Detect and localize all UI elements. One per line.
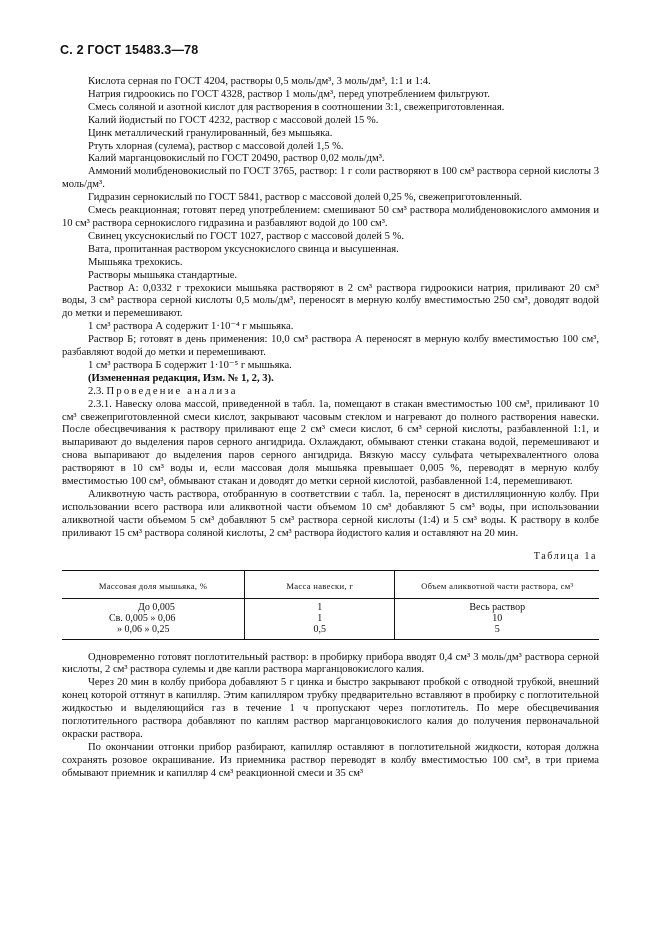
table-caption: Таблица 1а (533, 550, 597, 562)
paragraph: 1 см³ раствора А содержит 1·10⁻⁴ г мышьяка. (88, 321, 294, 333)
paragraph: Раствор Б; готовят в день применения: 10,0 см³ раствора А переносят в мерную колбу вместимостью 100 см³, разбавляют водой до метки и перемешивают. (62, 334, 599, 359)
paragraph: По окончании отгонки прибор разбирают, капилляр оставляют в поглотительной жидкости, которая должна сохранять розовое окрашивание. Из приемника раствор переводят в колбу вместимостью 100 см³, в три приема обмывают приемник и капилляр 4 см³ реакционной смеси и 35 см³ (62, 741, 599, 779)
table-cell: Св. 0,005 » 0,06 (109, 612, 176, 624)
table-header-cell: Объем аликвотной части раствора, см³ (395, 570, 599, 598)
paragraph: Цинк металлический гранулированный, без мышьяка. (88, 127, 333, 139)
paragraph: Аммоний молибденовокислый по ГОСТ 3765, раствор: 1 г соли растворяют в 100 см³ раствора серной кислоты 3 моль/дм³. (62, 166, 599, 191)
table-cell: 1 (245, 598, 395, 613)
sample-table (62, 570, 599, 640)
spacer (62, 640, 599, 652)
table-header-cell: Масса навески, г (245, 570, 395, 598)
section-number: 2.3. (88, 385, 104, 397)
table-cell: 0,5 (245, 624, 395, 640)
paragraph: 2.3.1. Навеску олова массой, приведенной в табл. 1а, помещают в стакан вместимостью 100 см³, приливают 10 см³ свежеприготовленной смеси кислот, закрывают часовым стеклом и нагревают до полного растворения навески. После обесцвечивания к раствору приливают еще 2 см³ смеси кислот, 6 см³ серной кислоты, разбавленной 1:1, и выпаривают до выделения паров серного ангидрида. Охлаждают, обмывают стенки стакана водой, перемешивают и снова выпаривают до выделения паров серного ангидрида. Вязкую массу сульфата четырехвалентного олова растворяют в 10 см³ воды и, если массовая доля мышьяка превышает 0,005 %, переводят в мерную колбу вместимостью 100 см³, обмывают стакан и доводят до метки серной кислотой, разбавленной 1:4, перемешивают. (62, 398, 599, 488)
body-text (62, 76, 599, 781)
paragraph: Гидразин сернокислый по ГОСТ 5841, раствор с массовой долей 0,25 %, свежеприготовленный. (88, 192, 523, 204)
paragraph: Через 20 мин в колбу прибора добавляют 5 г цинка и быстро закрывают пробкой с отводной трубкой, внешний конец которой оттянут в капилляр. Этим капилляром трубку предварительно вставляют в пробирку с поглотительной жидкостью и выделяющийся газ в течение 1 ч пропускают через поглотитель. По мере обесцвечивания поглотительного раствора добавляют по каплям раствор марганцовокислого калия до получения первоначальной окраски раствора. (62, 677, 599, 740)
paragraph: Натрия гидроокись по ГОСТ 4328, раствор 1 моль/дм³, перед употреблением фильтруют. (88, 88, 490, 100)
paragraph: Одновременно готовят поглотительный раствор: в пробирку прибора вводят 0,4 см³ 3 моль/дм³ раствора серной кислоты, 2 см³ раствора сулемы и две капли раствора марганцовокислого калия. (62, 651, 599, 676)
table-cell: 5 (395, 624, 599, 640)
table-cell: 10 (395, 613, 599, 624)
paragraph: Смесь соляной и азотной кислот для растворения в соотношении 3:1, свежеприготовленная. (88, 101, 505, 113)
table-cell: 1 (245, 613, 395, 624)
paragraph: Калий йодистый по ГОСТ 4232, раствор с массовой долей 15 %. (88, 114, 379, 126)
paragraph: Смесь реакционная; готовят перед употреблением: смешивают 50 см³ раствора молибденовокислого аммония и 10 см³ раствора сернокислого гидразина и разбавляют водой до 100 см³. (62, 205, 599, 229)
table-row (62, 624, 599, 640)
paragraph: Мышьяка трехокись. (88, 256, 183, 268)
paragraph: Свинец уксуснокислый по ГОСТ 1027, раствор с массовой долей 5 %. (88, 230, 405, 242)
table-header-cell: Массовая доля мышьяка, % (62, 570, 245, 598)
page-header: С. 2 ГОСТ 15483.3—78 (60, 43, 199, 57)
table-cell: Весь раствор (395, 598, 599, 613)
table-cell: До 0,005 (138, 601, 175, 613)
paragraph: Кислота серная по ГОСТ 4204, растворы 0,5 моль/дм³, 3 моль/дм³, 1:1 и 1:4. (88, 76, 431, 87)
revision-note: (Измененная редакция, Изм. № 1, 2, 3). (88, 372, 274, 384)
table-row (62, 613, 599, 624)
paragraph: Аликвотную часть раствора, отобранную в соответствии с табл. 1а, переносят в дистилляционную колбу. При использовании всего раствора или аликвотной части объемом 10 см³ добавляют 5 см³ воды, при использовании аликвотной части объемом 5 см³ добавляют 5 см³ раствора серной кислоты (1:4) и 5 см³ воды. К раствору в колбе приливают 15 см³ раствора соляной кислоты, 2 см³ раствора йодистого калия и оставляют на 20 мин. (62, 489, 599, 539)
paragraph: Калий марганцовокислый по ГОСТ 20490, раствор 0,02 моль/дм³. (88, 153, 385, 165)
section-heading (62, 386, 599, 399)
paragraph: Раствор А: 0,0332 г трехокиси мышьяка растворяют в 2 см³ раствора гидроокиси натрия, приливают 20 см³ воды, 3 см³ раствора серной кислоты 0,5 моль/дм³, переносят в мерную колбу вместимостью 250 см³, доводят водой до метки и перемешивают. (62, 282, 599, 320)
paragraph: Ртуть хлорная (сулема), раствор с массовой долей 1,5 %. (88, 140, 344, 152)
paragraph: Растворы мышьяка стандартные. (88, 269, 238, 281)
section-title: Проведение анализа (106, 385, 238, 397)
paragraph: 1 см³ раствора Б содержит 1·10⁻⁵ г мышьяка. (88, 359, 292, 371)
table-row (62, 598, 599, 613)
paragraph: Вата, пропитанная раствором уксуснокислого свинца и высушенная. (88, 243, 399, 255)
table-cell: » 0,06 » 0,25 (62, 624, 245, 640)
